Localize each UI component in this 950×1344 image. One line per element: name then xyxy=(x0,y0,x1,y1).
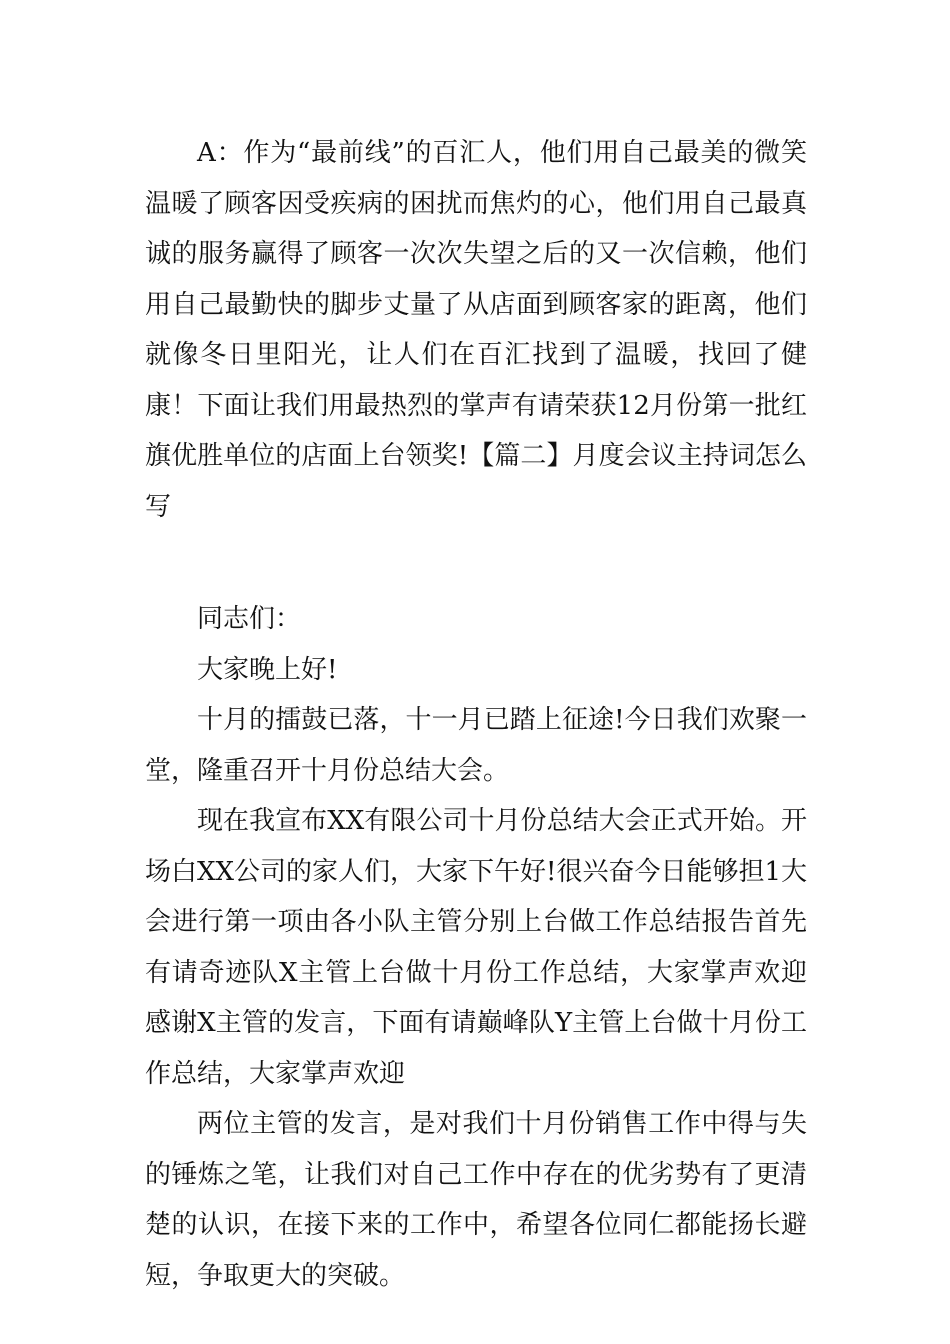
paragraph-greeting-evening: 大家晚上好! xyxy=(197,654,338,685)
paragraph-award: A：作为“最前线”的百汇人，他们用自己最美的微笑温暖了顾客因受疾病的困扰而焦灼的心，他们用自己最真诚的服务赢得了顾客一次次失望之后的又一次信赖，他们用自己最勤快的脚步丈量了从店面到顾客家的距离，他们就像冬日里阳光，让人们在百汇找到了温暖，找回了健康！下面让我们用最热烈的掌声有请荣获12月份第一批红旗优胜单位的店面上台领奖!【篇二】月度会议主持词怎么写 xyxy=(145,138,807,522)
paragraph-greeting-comrades: 同志们： xyxy=(197,604,302,634)
paragraph-announcement: 现在我宣布XX有限公司十月份总结大会正式开始。开场白XX公司的家人们，大家下午好!很兴奋今日能够担1大会进行第一项由各小队主管分别上台做工作总结报告首先有请奇迹队X主管上台做十月份工作总结，大家掌声欢迎感谢X主管的发言，下面有请巅峰队Y主管上台做十月份工作总结，大家掌声欢迎 xyxy=(145,806,808,1089)
paragraph-october-opening: 十月的擂鼓已落，十一月已踏上征途!今日我们欢聚一堂，隆重召开十月份总结大会。 xyxy=(145,705,807,786)
paragraph-closing: 两位主管的发言，是对我们十月份销售工作中得与失的锤炼之笔，让我们对自己工作中存在的优劣势有了更清楚的认识，在接下来的工作中，希望各位同仁都能扬长避短，争取更大的突破。 xyxy=(145,1109,807,1291)
document-body xyxy=(145,128,807,1301)
paragraph-gap xyxy=(145,532,807,594)
